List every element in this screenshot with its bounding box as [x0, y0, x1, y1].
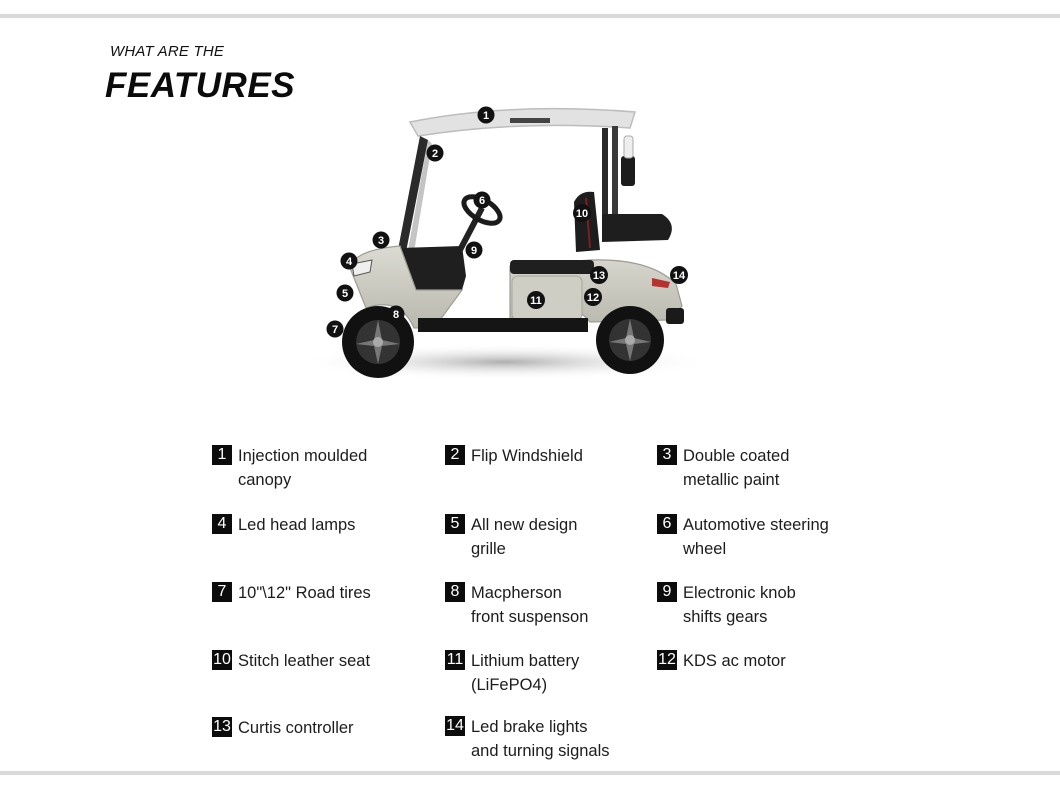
bag-holder	[621, 156, 635, 186]
marker-14	[670, 266, 688, 284]
svg-text:12: 12	[586, 292, 600, 304]
feature-number-badge: 6	[657, 514, 677, 534]
header-subtitle: WHAT ARE THE	[110, 43, 225, 60]
top-divider	[0, 14, 1060, 18]
feature-number-badge: 2	[445, 445, 465, 465]
feature-label: Automotive steering wheel	[683, 516, 829, 558]
marker-6	[474, 192, 491, 209]
svg-text:3: 3	[377, 235, 385, 247]
feature-label: Macpherson front suspenson	[471, 584, 589, 626]
svg-text:11: 11	[530, 295, 542, 307]
feature-label: All new design grille	[471, 516, 578, 558]
feature-label: Stitch leather seat	[238, 652, 371, 670]
canopy-light	[510, 118, 550, 123]
rear-pillar-2	[612, 126, 618, 216]
feature-number-badge: 1	[212, 445, 232, 465]
feature-number-badge: 4	[212, 514, 232, 534]
svg-text:6: 6	[478, 195, 486, 207]
feature-number-badge: 5	[445, 514, 465, 534]
battery-panel	[512, 276, 582, 320]
marker-11	[527, 291, 545, 309]
bottom-divider	[0, 771, 1060, 775]
svg-text:8: 8	[392, 309, 400, 321]
feature-label: Electronic knob shifts gears	[683, 584, 796, 626]
feature-number-badge: 3	[657, 445, 677, 465]
feature-label: Led brake lights and turning signals	[471, 718, 610, 760]
feature-label: Injection moulded canopy	[238, 447, 368, 489]
marker-2	[427, 145, 444, 162]
marker-8	[388, 306, 405, 323]
feature-label: 10"\12" Road tires	[238, 584, 371, 602]
seat-cushion	[510, 260, 594, 274]
svg-text:13: 13	[592, 270, 606, 282]
marker-7	[327, 321, 344, 338]
marker-12	[584, 288, 602, 306]
svg-text:10: 10	[575, 208, 589, 220]
svg-text:14: 14	[672, 270, 686, 282]
rear-bumper	[666, 308, 684, 324]
marker-10	[573, 204, 591, 222]
feature-label: Double coated metallic paint	[683, 447, 790, 489]
marker-5	[337, 285, 354, 302]
svg-text:5: 5	[341, 288, 349, 300]
marker-1	[478, 107, 495, 124]
feature-label: Curtis controller	[238, 719, 354, 737]
feature-label: Lithium battery (LiFePO4)	[471, 652, 580, 694]
svg-text:2: 2	[431, 148, 439, 160]
feature-number-badge: 14	[446, 717, 464, 734]
svg-text:1: 1	[482, 110, 490, 122]
feature-number-badge: 10	[213, 651, 231, 668]
marker-4	[341, 253, 358, 270]
svg-text:7: 7	[331, 324, 339, 336]
feature-number-badge: 7	[212, 582, 232, 602]
feature-label: Flip Windshield	[471, 447, 583, 465]
feature-number-badge: 13	[213, 718, 231, 735]
feature-number-badge: 12	[658, 651, 676, 668]
marker-9	[466, 242, 483, 259]
floorboard	[418, 318, 588, 332]
feature-number-badge: 11	[446, 651, 464, 668]
rear-wheel	[596, 306, 664, 374]
feature-number-badge: 9	[657, 582, 677, 602]
header-title: FEATURES	[105, 66, 296, 105]
svg-text:4: 4	[345, 256, 353, 268]
svg-text:9: 9	[470, 245, 478, 257]
feature-label: Led head lamps	[238, 516, 356, 534]
marker-13	[590, 266, 608, 284]
golf-cart-diagram	[290, 100, 730, 390]
feature-number-badge: 8	[445, 582, 465, 602]
rear-basket	[602, 214, 672, 242]
marker-3	[373, 232, 390, 249]
feature-label: KDS ac motor	[683, 652, 786, 670]
bag-holder-top	[624, 136, 633, 158]
